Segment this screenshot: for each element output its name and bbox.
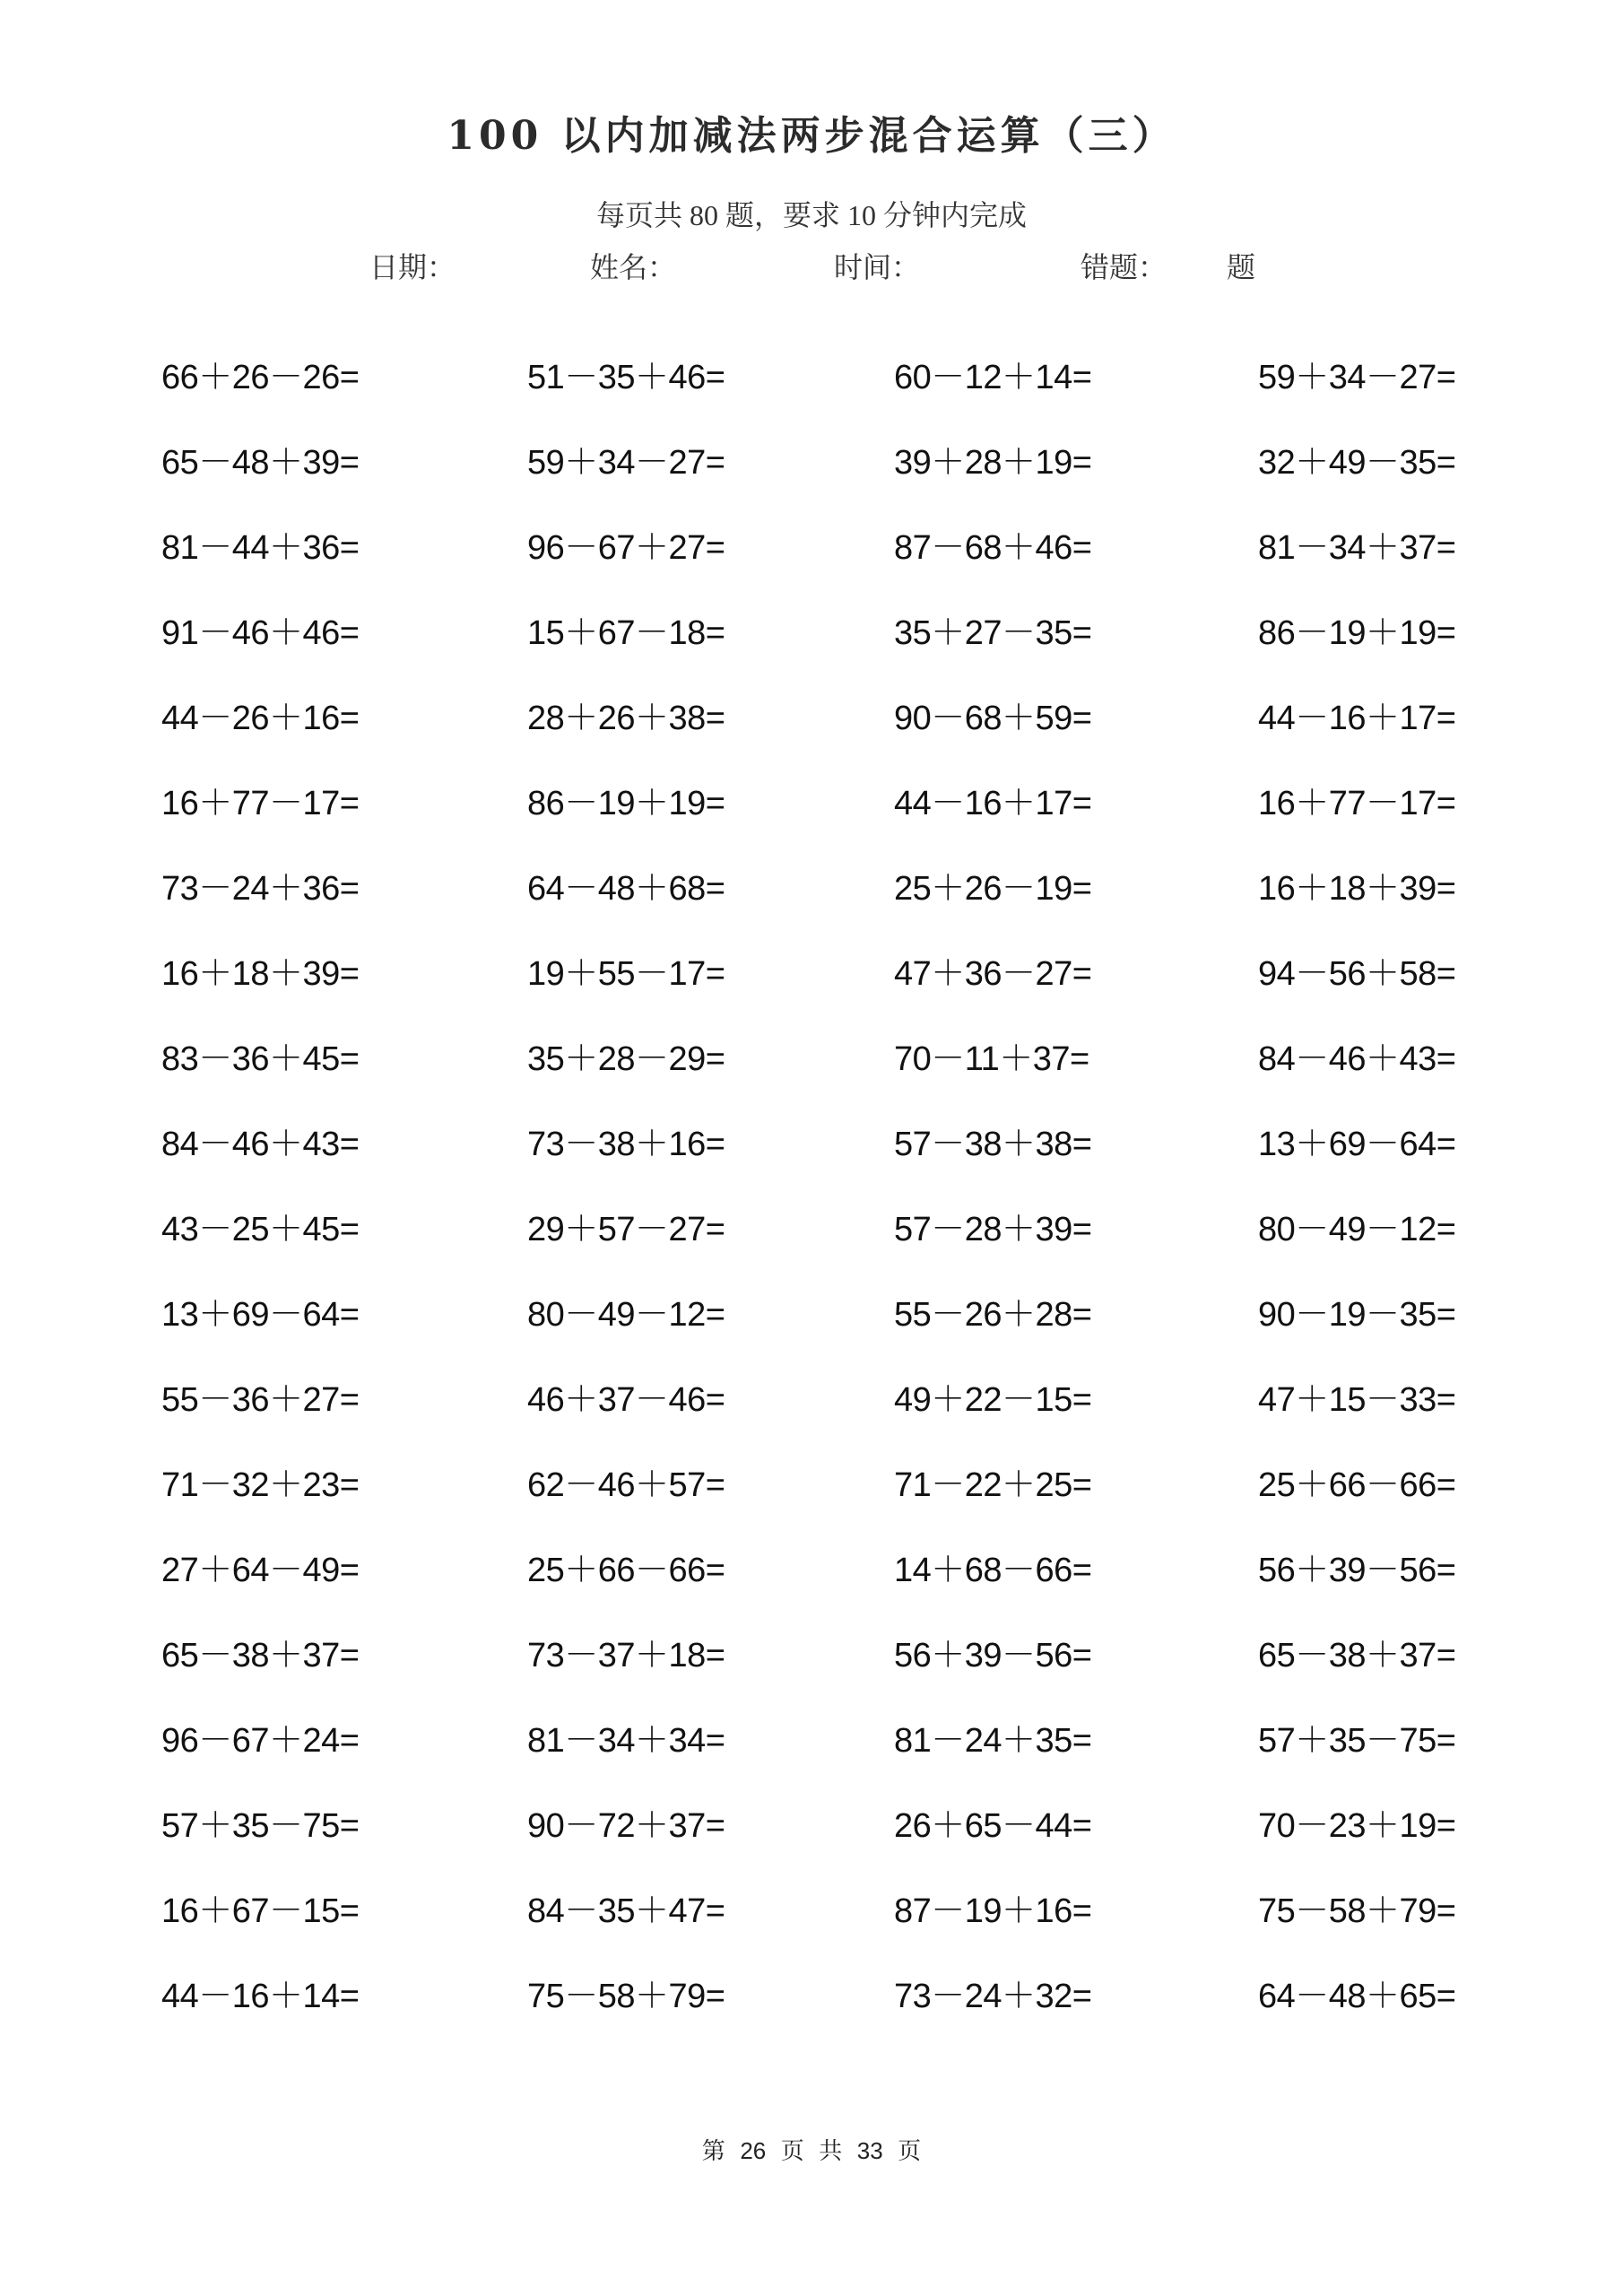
problem: 71－22＋25= [894, 1466, 1092, 1504]
problem-row [0, 1378, 1623, 1463]
problem-row [0, 1037, 1623, 1122]
problem: 57－38＋38= [894, 1126, 1092, 1163]
problem: 86－19＋19= [527, 785, 725, 822]
problem: 56＋39－56= [894, 1637, 1092, 1674]
time-label: 时间： [834, 251, 921, 283]
problem-row [0, 1974, 1623, 2059]
problem: 16＋18＋39= [1258, 870, 1456, 908]
instructions: 每页共 80 题，要求 10 分钟内完成 [595, 199, 1027, 231]
problem: 96－67＋27= [527, 529, 725, 567]
problem: 55－26＋28= [894, 1296, 1092, 1334]
problem-row [0, 781, 1623, 866]
problem: 80－49－12= [1258, 1211, 1456, 1248]
problem: 39＋28＋19= [894, 444, 1092, 482]
problem: 25＋66－66= [527, 1552, 725, 1589]
total-pages-number: 33 [856, 2137, 883, 2164]
problem-row [0, 1292, 1623, 1378]
problem: 14＋68－66= [894, 1552, 1092, 1589]
problem-row [0, 866, 1623, 952]
problem: 81－34＋37= [1258, 529, 1456, 567]
problem: 32＋49－35= [1258, 444, 1456, 482]
problem: 64－48＋68= [527, 870, 725, 908]
problem-row [0, 696, 1623, 781]
problem: 44－16＋14= [161, 1978, 360, 2015]
problem: 70－11＋37= [894, 1040, 1089, 1078]
problem: 71－32＋23= [161, 1466, 360, 1504]
problem: 73－38＋16= [527, 1126, 725, 1163]
problem: 65－38＋37= [1258, 1637, 1456, 1674]
problem: 13＋69－64= [1258, 1126, 1456, 1163]
problem: 75－58＋79= [1258, 1892, 1456, 1930]
problem: 75－58＋79= [527, 1978, 725, 2015]
problem: 51－35＋46= [527, 359, 725, 396]
problem-row [0, 1122, 1623, 1207]
problem: 16＋18＋39= [161, 955, 360, 993]
problem: 81－34＋34= [527, 1722, 725, 1760]
problem: 47＋15－33= [1258, 1381, 1456, 1419]
problem: 73－37＋18= [527, 1637, 725, 1674]
problem: 81－24＋35= [894, 1722, 1092, 1760]
problem-row [0, 1633, 1623, 1718]
problem-row [0, 1548, 1623, 1633]
problem: 59＋34－27= [1258, 359, 1456, 396]
page-footer [0, 2133, 1623, 2170]
problem: 84－35＋47= [527, 1892, 725, 1930]
problem-row [0, 1463, 1623, 1548]
errors-label: 错题： [1081, 251, 1167, 283]
footer-suffix: 页 [898, 2138, 922, 2164]
problem: 64－48＋65= [1258, 1978, 1456, 2015]
problem: 73－24＋32= [894, 1978, 1092, 2015]
problem: 87－68＋46= [894, 529, 1092, 567]
problem: 83－36＋45= [161, 1040, 360, 1078]
problem: 16＋67－15= [161, 1892, 360, 1930]
problem: 25＋66－66= [1258, 1466, 1456, 1504]
problem: 29＋57－27= [527, 1211, 725, 1248]
problem: 70－23＋19= [1258, 1807, 1456, 1845]
problem: 90－68＋59= [894, 700, 1092, 737]
problem-row [0, 611, 1623, 696]
problem: 35＋28－29= [527, 1040, 725, 1078]
problem: 46＋37－46= [527, 1381, 725, 1419]
problem: 44－16＋17= [1258, 700, 1456, 737]
errors-unit: 题 [1227, 251, 1256, 283]
footer-middle: 页 共 [780, 2138, 843, 2164]
problem-row [0, 952, 1623, 1037]
problem: 57＋35－75= [161, 1807, 360, 1845]
problem: 73－24＋36= [161, 870, 360, 908]
problem: 26＋65－44= [894, 1807, 1092, 1845]
problem-row [0, 1207, 1623, 1292]
problem: 91－46＋46= [161, 614, 360, 652]
current-page-number: 26 [740, 2137, 767, 2164]
problem: 60－12＋14= [894, 359, 1092, 396]
problem-row [0, 1804, 1623, 1889]
problem: 81－44＋36= [161, 529, 360, 567]
problem: 43－25＋45= [161, 1211, 360, 1248]
problem-row [0, 1718, 1623, 1804]
problem: 49＋22－15= [894, 1381, 1092, 1419]
problem: 86－19＋19= [1258, 614, 1456, 652]
problem: 65－38＋37= [161, 1637, 360, 1674]
problem: 87－19＋16= [894, 1892, 1092, 1930]
problem: 57＋35－75= [1258, 1722, 1456, 1760]
problem: 16＋77－17= [1258, 785, 1456, 822]
problem: 94－56＋58= [1258, 955, 1456, 993]
problem-grid [0, 355, 1623, 2059]
problem: 55－36＋27= [161, 1381, 360, 1419]
problem-row [0, 1889, 1623, 1974]
date-label: 日期： [369, 251, 456, 283]
problem-row [0, 526, 1623, 611]
problem: 84－46＋43= [1258, 1040, 1456, 1078]
problem: 59＋34－27= [527, 444, 725, 482]
problem: 19＋55－17= [527, 955, 725, 993]
footer-prefix: 第 [701, 2138, 725, 2164]
problem: 47＋36－27= [894, 955, 1092, 993]
problem: 13＋69－64= [161, 1296, 360, 1334]
problem-row [0, 440, 1623, 526]
problem: 66＋26－26= [161, 359, 360, 396]
problem: 56＋39－56= [1258, 1552, 1456, 1589]
page-title: 100 以内加减法两步混合运算（三） [447, 113, 1176, 159]
problem-row [0, 355, 1623, 440]
problem: 84－46＋43= [161, 1126, 360, 1163]
problem: 65－48＋39= [161, 444, 360, 482]
problem: 80－49－12= [527, 1296, 725, 1334]
problem: 27＋64－49= [161, 1552, 360, 1589]
name-label: 姓名： [590, 251, 677, 283]
problem: 96－67＋24= [161, 1722, 360, 1760]
problem: 16＋77－17= [161, 785, 360, 822]
problem: 28＋26＋38= [527, 700, 725, 737]
problem: 25＋26－19= [894, 870, 1092, 908]
problem: 35＋27－35= [894, 614, 1092, 652]
problem: 44－16＋17= [894, 785, 1092, 822]
problem: 62－46＋57= [527, 1466, 725, 1504]
student-info-row [0, 248, 1623, 287]
problem: 90－19－35= [1258, 1296, 1456, 1334]
problem: 15＋67－18= [527, 614, 725, 652]
problem: 57－28＋39= [894, 1211, 1092, 1248]
problem: 44－26＋16= [161, 700, 360, 737]
problem: 90－72＋37= [527, 1807, 725, 1845]
